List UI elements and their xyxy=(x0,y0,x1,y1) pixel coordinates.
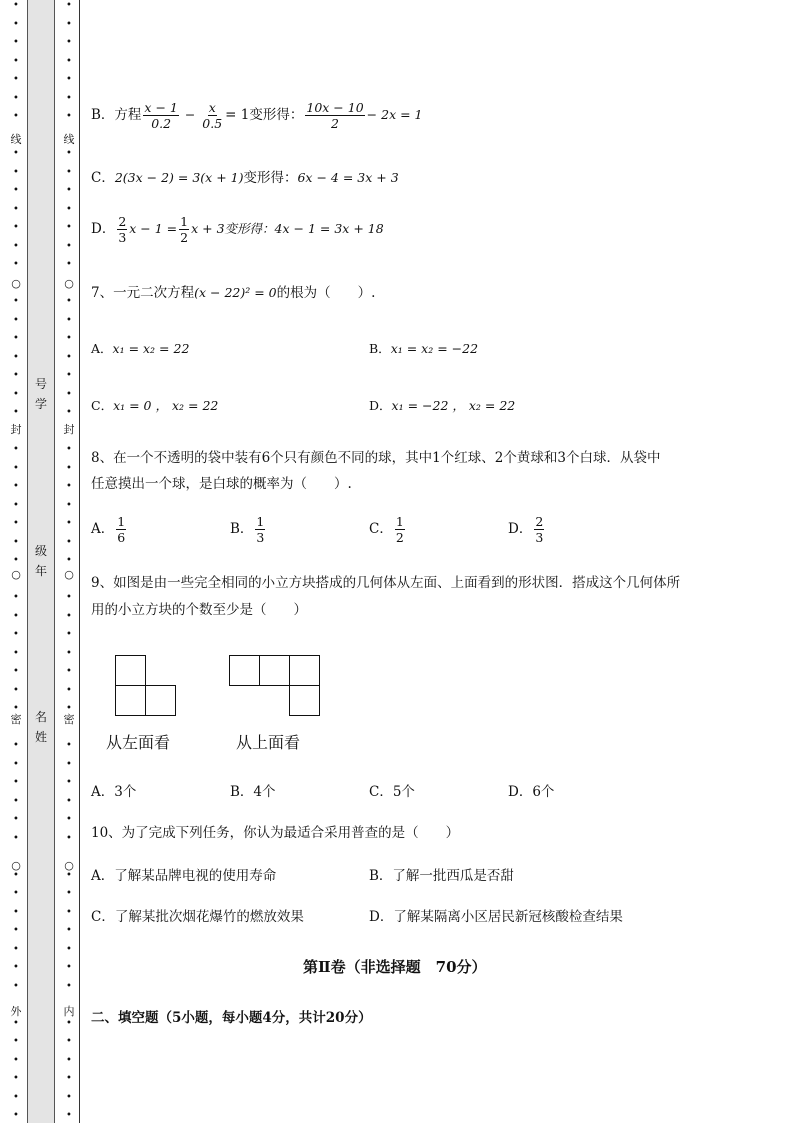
q9-option-c: C．5个 xyxy=(369,784,415,800)
top-view-caption: 从上面看 xyxy=(236,733,301,752)
top-view-cell xyxy=(289,685,320,716)
inner-dot-mark: • xyxy=(66,537,72,548)
outer-dot-mark: • xyxy=(13,703,19,714)
inner-dot-mark: • xyxy=(66,222,72,233)
fraction: $\frac{x}{0.5}$ xyxy=(202,100,223,131)
q7-option-d: D．x₁ = −22 ， x₂ = 22 xyxy=(369,398,516,413)
inner-dot-mark: • xyxy=(66,296,72,307)
outer-dot-mark: • xyxy=(13,333,19,344)
inner-dot-mark: • xyxy=(66,740,72,751)
q9-stem-line1: 9、如图是由一些完全相同的小立方块搭成的几何体从左面、上面看到的形状图．搭成这个几何体所 xyxy=(91,575,681,591)
outer-dot-mark: • xyxy=(13,37,19,48)
outer-cut-word: 外 xyxy=(10,1005,22,1018)
inner-cut-word: 封 xyxy=(63,423,75,436)
outer-dot-mark: • xyxy=(13,888,19,899)
outer-dot-mark: • xyxy=(13,111,19,122)
outer-dot-mark: • xyxy=(13,870,19,881)
top-view-cell xyxy=(289,655,320,686)
q8-option-b: B． $\frac{1}{3}$ xyxy=(230,514,265,545)
outer-dot-mark: • xyxy=(13,241,19,252)
inner-dot-mark: • xyxy=(66,518,72,529)
fraction: $\frac{1}{2}$ xyxy=(180,214,189,245)
q8-option-c: C． $\frac{1}{2}$ xyxy=(369,514,404,545)
q9-stem-line2: 用的小立方块的个数至少是（ ） xyxy=(91,602,307,618)
q7-option-a: A．x₁ = x₂ = 22 xyxy=(91,341,190,356)
outer-dot-mark: • xyxy=(13,148,19,159)
inner-dot-mark: • xyxy=(66,241,72,252)
outer-circle-mark: ○ xyxy=(11,859,21,872)
left-view-cell xyxy=(115,655,146,686)
inner-dot-mark: • xyxy=(66,185,72,196)
q8-stem-line1: 8、在一个不透明的袋中装有6个只有颜色不同的球，其中1个红球、2个黄球和3个白球．从袋中 xyxy=(91,450,661,466)
q7-option-b: B．x₁ = x₂ = −22 xyxy=(369,341,479,356)
inner-dot-mark: • xyxy=(66,555,72,566)
top-view-cell xyxy=(259,655,290,686)
q10-option-c: C．了解某批次烟花爆竹的燃放效果 xyxy=(91,909,304,925)
outer-dot-mark: • xyxy=(13,204,19,215)
inner-dot-mark: • xyxy=(66,500,72,511)
outer-dot-mark: • xyxy=(13,907,19,918)
outer-dot-mark: • xyxy=(13,981,19,992)
inner-dot-mark: • xyxy=(66,19,72,30)
outer-dot-mark: • xyxy=(13,407,19,418)
grade-label: 级 年 xyxy=(34,544,47,578)
inner-dot-mark: • xyxy=(66,611,72,622)
outer-circle-mark: ○ xyxy=(11,277,21,290)
outer-dot-mark: • xyxy=(13,0,19,11)
q8-option-a: A． $\frac{1}{6}$ xyxy=(91,514,126,545)
outer-dot-mark: • xyxy=(13,259,19,270)
fill-in-section-heading: 二、填空题（5小题，每小题4分，共计20分） xyxy=(91,1010,372,1026)
inner-dot-mark: • xyxy=(66,1092,72,1103)
outer-dot-mark: • xyxy=(13,1110,19,1121)
inner-dot-mark: • xyxy=(66,370,72,381)
q9-option-b: B．4个 xyxy=(230,784,276,800)
outer-dot-mark: • xyxy=(13,315,19,326)
inner-dot-mark: • xyxy=(66,37,72,48)
outer-dot-mark: • xyxy=(13,444,19,455)
inner-dot-mark: • xyxy=(66,1110,72,1121)
q6-option-c: C．2(3x − 2) = 3(x + 1)变形得：6x − 4 = 3x + 3 xyxy=(91,170,399,186)
outer-dot-mark: • xyxy=(13,537,19,548)
outer-dot-mark: • xyxy=(13,814,19,825)
inner-dot-mark: • xyxy=(66,444,72,455)
q8-option-d: D． $\frac{2}{3}$ xyxy=(508,514,544,545)
inner-dot-mark: • xyxy=(66,1018,72,1029)
inner-dot-mark: • xyxy=(66,907,72,918)
outer-cut-word: 封 xyxy=(10,423,22,436)
inner-dot-mark: • xyxy=(66,796,72,807)
outer-dot-mark: • xyxy=(13,796,19,807)
outer-dot-mark: • xyxy=(13,19,19,30)
outer-dot-mark: • xyxy=(13,463,19,474)
outer-circle-mark: ○ xyxy=(11,568,21,581)
fraction: $\frac{2}{3}$ xyxy=(118,214,127,245)
outer-dot-mark: • xyxy=(13,93,19,104)
inner-dot-mark: • xyxy=(66,925,72,936)
q6-option-b: B．方程 $\frac{x - 1}{0.2}$ − $\frac{x}{0.5}$ = 1变形得： $\frac{10x - 10}{2}$ − 2x = 1 xyxy=(91,100,423,131)
outer-dot-mark: • xyxy=(13,1055,19,1066)
margin-divider-line xyxy=(79,0,80,1123)
outer-cut-word: 密 xyxy=(10,713,22,726)
inner-dot-mark: • xyxy=(66,777,72,788)
q10-option-a: A．了解某品牌电视的使用寿命 xyxy=(91,868,277,884)
inner-dot-mark: • xyxy=(66,666,72,677)
inner-cut-word: 内 xyxy=(63,1005,75,1018)
outer-cut-word: 线 xyxy=(10,133,22,146)
q6-option-d: D． $\frac{2}{3}$ x − 1 = $\frac{1}{2}$ x + 3变形得：4x − 1 = 3x + 18 xyxy=(91,214,384,245)
outer-dot-mark: • xyxy=(13,1073,19,1084)
inner-dot-mark: • xyxy=(66,315,72,326)
q10-option-b: B．了解一批西瓜是否甜 xyxy=(369,868,514,884)
inner-dot-mark: • xyxy=(66,592,72,603)
outer-dot-mark: • xyxy=(13,518,19,529)
inner-cut-word: 密 xyxy=(63,713,75,726)
q7-stem: 7、一元二次方程(x − 22)² = 0的根为（ ）. xyxy=(91,285,376,301)
inner-dot-mark: • xyxy=(66,1055,72,1066)
outer-dot-mark: • xyxy=(13,1018,19,1029)
outer-dot-mark: • xyxy=(13,648,19,659)
outer-dot-mark: • xyxy=(13,185,19,196)
inner-circle-mark: ○ xyxy=(64,277,74,290)
inner-dot-mark: • xyxy=(66,0,72,11)
inner-dot-mark: • xyxy=(66,259,72,270)
q10-option-d: D．了解某隔离小区居民新冠核酸检查结果 xyxy=(369,909,623,925)
outer-dot-mark: • xyxy=(13,962,19,973)
inner-dot-mark: • xyxy=(66,352,72,363)
inner-dot-mark: • xyxy=(66,1036,72,1047)
inner-dot-mark: • xyxy=(66,944,72,955)
part2-title: 第Ⅱ卷（非选择题 70分） xyxy=(303,958,487,976)
outer-dot-mark: • xyxy=(13,777,19,788)
inner-dot-mark: • xyxy=(66,981,72,992)
outer-dot-mark: • xyxy=(13,389,19,400)
outer-margin-marks xyxy=(8,0,24,1123)
inner-dot-mark: • xyxy=(66,629,72,640)
outer-dot-mark: • xyxy=(13,666,19,677)
fraction: $\frac{10x - 10}{2}$ xyxy=(306,100,364,131)
inner-dot-mark: • xyxy=(66,407,72,418)
inner-dot-mark: • xyxy=(66,814,72,825)
outer-dot-mark: • xyxy=(13,925,19,936)
outer-dot-mark: • xyxy=(13,833,19,844)
inner-dot-mark: • xyxy=(66,1073,72,1084)
q8-stem-line2: 任意摸出一个球，是白球的概率为（ ）. xyxy=(91,476,352,492)
left-view-cell xyxy=(115,685,146,716)
student-id-label: 号 学 xyxy=(34,377,47,411)
q9-option-a: A．3个 xyxy=(91,784,137,800)
inner-dot-mark: • xyxy=(66,148,72,159)
outer-dot-mark: • xyxy=(13,222,19,233)
inner-dot-mark: • xyxy=(66,93,72,104)
inner-dot-mark: • xyxy=(66,463,72,474)
inner-cut-word: 线 xyxy=(63,133,75,146)
outer-dot-mark: • xyxy=(13,352,19,363)
outer-dot-mark: • xyxy=(13,370,19,381)
outer-dot-mark: • xyxy=(13,740,19,751)
q9-option-d: D．6个 xyxy=(508,784,555,800)
left-view-cell xyxy=(145,685,176,716)
fraction: $\frac{x - 1}{0.2}$ xyxy=(144,100,178,131)
outer-dot-mark: • xyxy=(13,1036,19,1047)
outer-dot-mark: • xyxy=(13,759,19,770)
inner-dot-mark: • xyxy=(66,481,72,492)
inner-dot-mark: • xyxy=(66,703,72,714)
top-view-cell xyxy=(229,655,260,686)
inner-dot-mark: • xyxy=(66,888,72,899)
inner-dot-mark: • xyxy=(66,870,72,881)
left-view-caption: 从左面看 xyxy=(106,733,171,752)
outer-dot-mark: • xyxy=(13,481,19,492)
inner-dot-mark: • xyxy=(66,685,72,696)
inner-dot-mark: • xyxy=(66,389,72,400)
outer-dot-mark: • xyxy=(13,944,19,955)
q7-option-c: C．x₁ = 0 ， x₂ = 22 xyxy=(91,398,219,413)
inner-circle-mark: ○ xyxy=(64,568,74,581)
outer-dot-mark: • xyxy=(13,1092,19,1103)
inner-dot-mark: • xyxy=(66,111,72,122)
inner-circle-mark: ○ xyxy=(64,859,74,872)
outer-dot-mark: • xyxy=(13,629,19,640)
outer-dot-mark: • xyxy=(13,611,19,622)
outer-dot-mark: • xyxy=(13,167,19,178)
outer-dot-mark: • xyxy=(13,74,19,85)
inner-dot-mark: • xyxy=(66,648,72,659)
outer-dot-mark: • xyxy=(13,592,19,603)
outer-dot-mark: • xyxy=(13,56,19,67)
inner-dot-mark: • xyxy=(66,204,72,215)
inner-dot-mark: • xyxy=(66,167,72,178)
inner-dot-mark: • xyxy=(66,333,72,344)
outer-dot-mark: • xyxy=(13,296,19,307)
inner-dot-mark: • xyxy=(66,759,72,770)
q10-stem: 10、为了完成下列任务，你认为最适合采用普查的是（ ） xyxy=(91,825,460,841)
outer-dot-mark: • xyxy=(13,555,19,566)
inner-dot-mark: • xyxy=(66,74,72,85)
outer-dot-mark: • xyxy=(13,500,19,511)
name-label: 名 姓 xyxy=(34,710,47,744)
inner-dot-mark: • xyxy=(66,962,72,973)
inner-margin-marks xyxy=(61,0,77,1123)
outer-dot-mark: • xyxy=(13,685,19,696)
inner-dot-mark: • xyxy=(66,56,72,67)
inner-dot-mark: • xyxy=(66,833,72,844)
